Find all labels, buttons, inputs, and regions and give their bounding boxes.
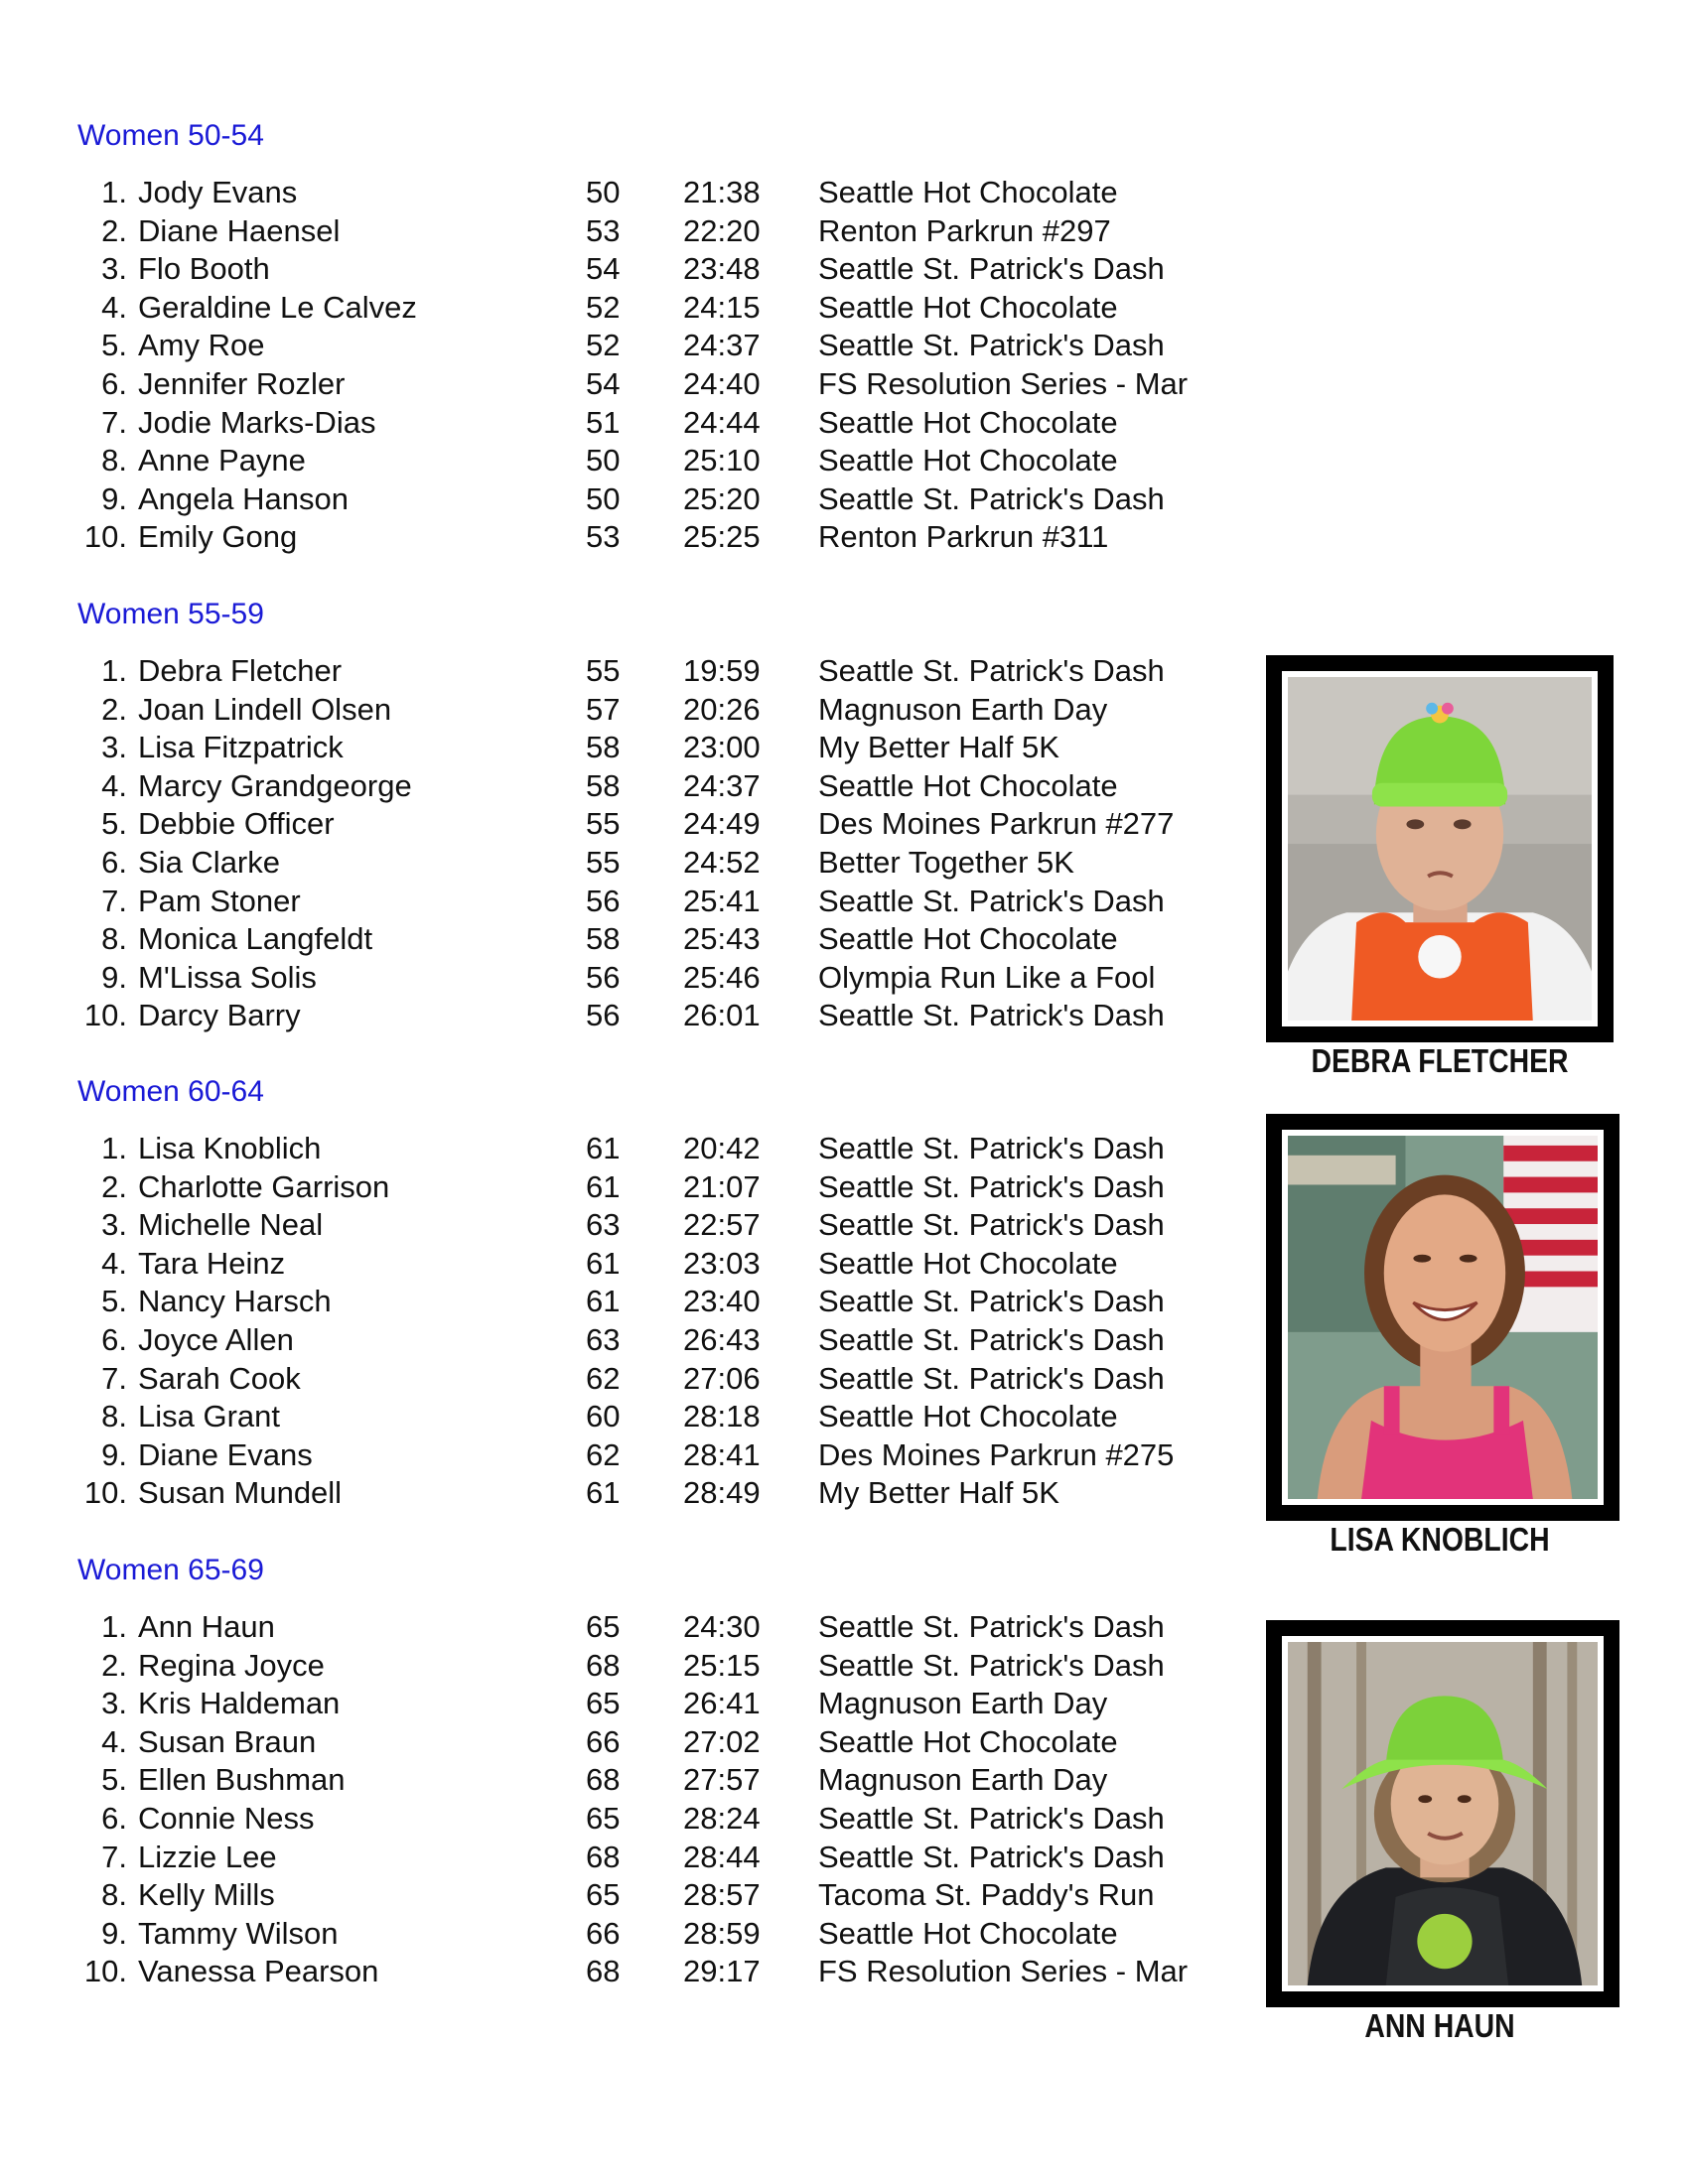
rank-cell: 6. <box>101 366 127 401</box>
runner-name: Nancy Harsch <box>138 1284 332 1319</box>
result-row <box>77 728 1249 766</box>
race-name: Seattle Hot Chocolate <box>818 289 1118 325</box>
runner-name: Debbie Officer <box>138 806 335 842</box>
result-row <box>77 1952 1249 1990</box>
result-row <box>77 804 1249 843</box>
runner-name: Ellen Bushman <box>138 1762 346 1798</box>
finish-time: 24:44 <box>683 404 761 440</box>
section-title: Women 50-54 <box>77 119 264 152</box>
runner-name: Connie Ness <box>138 1801 315 1836</box>
runner-name: M'Lissa Solis <box>138 959 317 995</box>
rank-cell: 5. <box>101 806 127 842</box>
runner-age: 50 <box>586 480 621 516</box>
result-row <box>77 1838 1249 1876</box>
result-row <box>77 1914 1249 1953</box>
rank-cell: 8. <box>101 443 127 478</box>
runner-age: 54 <box>586 251 621 287</box>
race-name: Seattle St. Patrick's Dash <box>818 1131 1165 1165</box>
age-group-section <box>77 598 1249 1064</box>
photo-caption-ann-haun: ANN HAUN <box>1364 2007 1515 2044</box>
runner-name: Sia Clarke <box>138 845 280 880</box>
finish-time: 27:02 <box>683 1723 761 1759</box>
finish-time: 24:40 <box>683 366 761 401</box>
runner-photo-green-hat-icon <box>1282 1636 1604 1991</box>
runner-name: Darcy Barry <box>138 998 301 1033</box>
rank-cell: 9. <box>101 480 127 516</box>
runner-name: Sarah Cook <box>138 1360 301 1396</box>
rank-cell: 1. <box>101 653 127 688</box>
finish-time: 28:49 <box>683 1475 761 1511</box>
race-name: Seattle St. Patrick's Dash <box>818 653 1165 688</box>
rank-cell: 7. <box>101 1360 127 1396</box>
photo-lisa-knoblich <box>1266 1114 1619 1521</box>
rank-cell: 5. <box>101 328 127 363</box>
finish-time: 26:01 <box>683 998 761 1033</box>
runner-name: Monica Langfeldt <box>138 921 373 957</box>
rank-cell: 3. <box>101 1686 127 1721</box>
finish-time: 26:41 <box>683 1686 761 1721</box>
runner-age: 50 <box>586 443 621 478</box>
result-row <box>77 517 1249 556</box>
result-row <box>77 1320 1249 1359</box>
race-name: Seattle St. Patrick's Dash <box>818 1168 1165 1204</box>
runner-name: Pam Stoner <box>138 883 301 918</box>
result-row <box>77 843 1249 882</box>
race-name: Seattle Hot Chocolate <box>818 175 1118 209</box>
runner-age: 54 <box>586 366 621 401</box>
age-group-section <box>77 1554 1249 2020</box>
rank-cell: 2. <box>101 212 127 248</box>
runner-name: Geraldine Le Calvez <box>138 289 417 325</box>
race-name: Seattle St. Patrick's Dash <box>818 480 1165 516</box>
runner-name: Michelle Neal <box>138 1207 324 1243</box>
runner-age: 50 <box>586 175 621 209</box>
finish-time: 27:57 <box>683 1762 761 1798</box>
runner-name: Anne Payne <box>138 443 306 478</box>
runner-age: 58 <box>586 767 621 803</box>
finish-time: 28:44 <box>683 1839 761 1874</box>
runner-name: Jennifer Rozler <box>138 366 346 401</box>
runner-age: 52 <box>586 328 621 363</box>
race-name: Seattle St. Patrick's Dash <box>818 1360 1165 1396</box>
photo-debra-fletcher <box>1266 655 1614 1042</box>
race-name: Seattle Hot Chocolate <box>818 443 1118 478</box>
runner-age: 58 <box>586 921 621 957</box>
result-row <box>77 1473 1249 1512</box>
finish-time: 23:03 <box>683 1245 761 1281</box>
result-row <box>77 403 1249 442</box>
runner-name: Susan Braun <box>138 1723 317 1759</box>
runner-name: Jody Evans <box>138 175 298 209</box>
result-row <box>77 958 1249 997</box>
race-name: Renton Parkrun #297 <box>818 212 1111 248</box>
race-name: Seattle St. Patrick's Dash <box>818 251 1165 287</box>
runner-age: 61 <box>586 1475 621 1511</box>
rank-cell: 4. <box>101 1723 127 1759</box>
runner-age: 61 <box>586 1168 621 1204</box>
runner-name: Ann Haun <box>138 1609 275 1644</box>
result-row <box>77 1397 1249 1435</box>
rank-cell: 3. <box>101 730 127 765</box>
runner-photo-pink-top-icon <box>1282 1130 1604 1505</box>
runner-photo-green-beanie-icon <box>1282 671 1598 1026</box>
runner-name: Emily Gong <box>138 519 298 555</box>
result-row <box>77 1760 1249 1799</box>
race-name: Seattle St. Patrick's Dash <box>818 998 1165 1033</box>
result-row <box>77 651 1249 690</box>
section-title: Women 60-64 <box>77 1075 264 1108</box>
runner-age: 61 <box>586 1131 621 1165</box>
race-name: Seattle Hot Chocolate <box>818 1399 1118 1434</box>
race-name: Olympia Run Like a Fool <box>818 959 1156 995</box>
rank-cell: 4. <box>101 767 127 803</box>
rank-cell: 10. <box>83 1954 127 1989</box>
runner-name: Lisa Knoblich <box>138 1131 322 1165</box>
runner-age: 68 <box>586 1647 621 1683</box>
rank-cell: 6. <box>101 1801 127 1836</box>
result-row <box>77 1799 1249 1838</box>
rank-cell: 9. <box>101 1436 127 1472</box>
runner-age: 65 <box>586 1686 621 1721</box>
race-name: FS Resolution Series - Mar <box>818 366 1189 401</box>
runner-age: 65 <box>586 1609 621 1644</box>
finish-time: 24:37 <box>683 767 761 803</box>
race-name: Seattle St. Patrick's Dash <box>818 1839 1165 1874</box>
rank-cell: 3. <box>101 1207 127 1243</box>
result-row <box>77 1875 1249 1914</box>
rank-cell: 5. <box>101 1762 127 1798</box>
race-name: Seattle St. Patrick's Dash <box>818 1801 1165 1836</box>
rank-cell: 7. <box>101 883 127 918</box>
runner-name: Vanessa Pearson <box>138 1954 379 1989</box>
runner-name: Kris Haldeman <box>138 1686 341 1721</box>
rank-cell: 4. <box>101 1245 127 1281</box>
finish-time: 24:52 <box>683 845 761 880</box>
rank-cell: 6. <box>101 845 127 880</box>
runner-age: 52 <box>586 289 621 325</box>
race-name: Seattle St. Patrick's Dash <box>818 883 1165 918</box>
runner-age: 60 <box>586 1399 621 1434</box>
rank-cell: 8. <box>101 1399 127 1434</box>
photo-caption-lisa-knoblich: LISA KNOBLICH <box>1330 1521 1550 1558</box>
finish-time: 28:41 <box>683 1436 761 1472</box>
race-name: Seattle Hot Chocolate <box>818 921 1118 957</box>
finish-time: 23:00 <box>683 730 761 765</box>
runner-age: 56 <box>586 883 621 918</box>
rank-cell: 1. <box>101 1131 127 1165</box>
photo-caption-debra-fletcher: DEBRA FLETCHER <box>1311 1042 1569 1079</box>
result-row <box>77 690 1249 729</box>
runner-name: Lisa Grant <box>138 1399 281 1434</box>
rank-cell: 4. <box>101 289 127 325</box>
finish-time: 29:17 <box>683 1954 761 1989</box>
race-name: Seattle Hot Chocolate <box>818 1245 1118 1281</box>
rank-cell: 2. <box>101 691 127 727</box>
race-name: My Better Half 5K <box>818 730 1059 765</box>
runner-name: Susan Mundell <box>138 1475 343 1511</box>
result-row <box>77 996 1249 1034</box>
race-name: Seattle St. Patrick's Dash <box>818 1647 1165 1683</box>
rank-cell: 10. <box>83 998 127 1033</box>
result-row <box>77 1646 1249 1685</box>
runner-age: 58 <box>586 730 621 765</box>
runner-name: Joyce Allen <box>138 1322 294 1357</box>
finish-time: 21:38 <box>683 175 761 209</box>
race-name: Tacoma St. Paddy's Run <box>818 1877 1155 1913</box>
race-name: Seattle Hot Chocolate <box>818 1723 1118 1759</box>
finish-time: 28:59 <box>683 1915 761 1951</box>
rank-cell: 9. <box>101 1915 127 1951</box>
runner-age: 63 <box>586 1322 621 1357</box>
runner-age: 55 <box>586 845 621 880</box>
race-name: Seattle St. Patrick's Dash <box>818 328 1165 363</box>
runner-name: Diane Haensel <box>138 212 341 248</box>
rank-cell: 7. <box>101 404 127 440</box>
race-name: FS Resolution Series - Mar <box>818 1954 1189 1989</box>
race-name: Des Moines Parkrun #275 <box>818 1436 1175 1472</box>
runner-age: 56 <box>586 998 621 1033</box>
result-row <box>77 211 1249 250</box>
runner-name: Angela Hanson <box>138 480 349 516</box>
result-row <box>77 288 1249 327</box>
result-row <box>77 882 1249 920</box>
finish-time: 23:40 <box>683 1284 761 1319</box>
runner-name: Lizzie Lee <box>138 1839 277 1874</box>
race-name: Magnuson Earth Day <box>818 691 1108 727</box>
runner-name: Diane Evans <box>138 1436 313 1472</box>
rank-cell: 3. <box>101 251 127 287</box>
finish-time: 20:26 <box>683 691 761 727</box>
race-name: Seattle St. Patrick's Dash <box>818 1609 1165 1644</box>
result-row <box>77 173 1249 211</box>
rank-cell: 7. <box>101 1839 127 1874</box>
runner-age: 68 <box>586 1954 621 1989</box>
age-group-section <box>77 119 1249 586</box>
finish-time: 25:15 <box>683 1647 761 1683</box>
finish-time: 19:59 <box>683 653 761 688</box>
rank-cell: 2. <box>101 1168 127 1204</box>
rank-cell: 1. <box>101 175 127 209</box>
finish-time: 25:46 <box>683 959 761 995</box>
finish-time: 24:30 <box>683 1609 761 1644</box>
finish-time: 27:06 <box>683 1360 761 1396</box>
runner-name: Tara Heinz <box>138 1245 286 1281</box>
result-row <box>77 364 1249 403</box>
runner-name: Charlotte Garrison <box>138 1168 390 1204</box>
result-row <box>77 1435 1249 1474</box>
rank-cell: 8. <box>101 921 127 957</box>
finish-time: 28:18 <box>683 1399 761 1434</box>
finish-time: 24:49 <box>683 806 761 842</box>
race-name: Seattle St. Patrick's Dash <box>818 1207 1165 1243</box>
result-row <box>77 441 1249 479</box>
result-row <box>77 479 1249 518</box>
runner-age: 66 <box>586 1723 621 1759</box>
result-row <box>77 1167 1249 1206</box>
runner-age: 57 <box>586 691 621 727</box>
result-row <box>77 1282 1249 1320</box>
rank-cell: 6. <box>101 1322 127 1357</box>
rank-cell: 2. <box>101 1647 127 1683</box>
runner-age: 68 <box>586 1762 621 1798</box>
runner-age: 53 <box>586 519 621 555</box>
result-row <box>77 326 1249 364</box>
result-row <box>77 1607 1249 1646</box>
result-row <box>77 1684 1249 1722</box>
runner-age: 62 <box>586 1360 621 1396</box>
finish-time: 24:37 <box>683 328 761 363</box>
age-group-section <box>77 1075 1249 1542</box>
rank-cell: 1. <box>101 1609 127 1644</box>
result-row <box>77 919 1249 958</box>
runner-age: 62 <box>586 1436 621 1472</box>
finish-time: 25:25 <box>683 519 761 555</box>
result-row <box>77 1205 1249 1244</box>
runner-name: Tammy Wilson <box>138 1915 339 1951</box>
runner-name: Debra Fletcher <box>138 653 343 688</box>
runner-age: 66 <box>586 1915 621 1951</box>
finish-time: 25:10 <box>683 443 761 478</box>
result-row <box>77 766 1249 805</box>
runner-age: 56 <box>586 959 621 995</box>
runner-age: 63 <box>586 1207 621 1243</box>
result-row <box>77 1722 1249 1761</box>
rank-cell: 9. <box>101 959 127 995</box>
runner-age: 65 <box>586 1877 621 1913</box>
race-name: Seattle Hot Chocolate <box>818 404 1118 440</box>
runner-age: 51 <box>586 404 621 440</box>
runner-name: Regina Joyce <box>138 1647 325 1683</box>
result-row <box>77 1244 1249 1283</box>
race-name: Seattle Hot Chocolate <box>818 1915 1118 1951</box>
finish-time: 26:43 <box>683 1322 761 1357</box>
section-title: Women 65-69 <box>77 1554 264 1586</box>
photo-ann-haun <box>1266 1620 1619 2007</box>
runner-age: 55 <box>586 806 621 842</box>
finish-time: 28:57 <box>683 1877 761 1913</box>
race-name: Seattle St. Patrick's Dash <box>818 1284 1165 1319</box>
runner-age: 65 <box>586 1801 621 1836</box>
finish-time: 28:24 <box>683 1801 761 1836</box>
section-title: Women 55-59 <box>77 598 264 630</box>
runner-age: 61 <box>586 1284 621 1319</box>
race-name: Seattle Hot Chocolate <box>818 767 1118 803</box>
runner-age: 55 <box>586 653 621 688</box>
finish-time: 25:43 <box>683 921 761 957</box>
finish-time: 22:20 <box>683 212 761 248</box>
runner-name: Joan Lindell Olsen <box>138 691 392 727</box>
runner-name: Jodie Marks-Dias <box>138 404 376 440</box>
finish-time: 20:42 <box>683 1131 761 1165</box>
race-name: Magnuson Earth Day <box>818 1686 1108 1721</box>
finish-time: 25:41 <box>683 883 761 918</box>
finish-time: 23:48 <box>683 251 761 287</box>
runner-name: Lisa Fitzpatrick <box>138 730 344 765</box>
result-row <box>77 249 1249 288</box>
race-name: Better Together 5K <box>818 845 1074 880</box>
rank-cell: 10. <box>83 519 127 555</box>
runner-name: Amy Roe <box>138 328 265 363</box>
race-name: Des Moines Parkrun #277 <box>818 806 1175 842</box>
runner-name: Marcy Grandgeorge <box>138 767 412 803</box>
runner-age: 68 <box>586 1839 621 1874</box>
result-row <box>77 1359 1249 1398</box>
race-name: Seattle St. Patrick's Dash <box>818 1322 1165 1357</box>
finish-time: 22:57 <box>683 1207 761 1243</box>
runner-age: 61 <box>586 1245 621 1281</box>
finish-time: 25:20 <box>683 480 761 516</box>
rank-cell: 8. <box>101 1877 127 1913</box>
race-name: My Better Half 5K <box>818 1475 1059 1511</box>
finish-time: 24:15 <box>683 289 761 325</box>
runner-name: Flo Booth <box>138 251 270 287</box>
result-row <box>77 1129 1249 1167</box>
rank-cell: 10. <box>83 1475 127 1511</box>
race-name: Magnuson Earth Day <box>818 1762 1108 1798</box>
rank-cell: 5. <box>101 1284 127 1319</box>
runner-age: 53 <box>586 212 621 248</box>
finish-time: 21:07 <box>683 1168 761 1204</box>
race-name: Renton Parkrun #311 <box>818 519 1109 555</box>
runner-name: Kelly Mills <box>138 1877 275 1913</box>
